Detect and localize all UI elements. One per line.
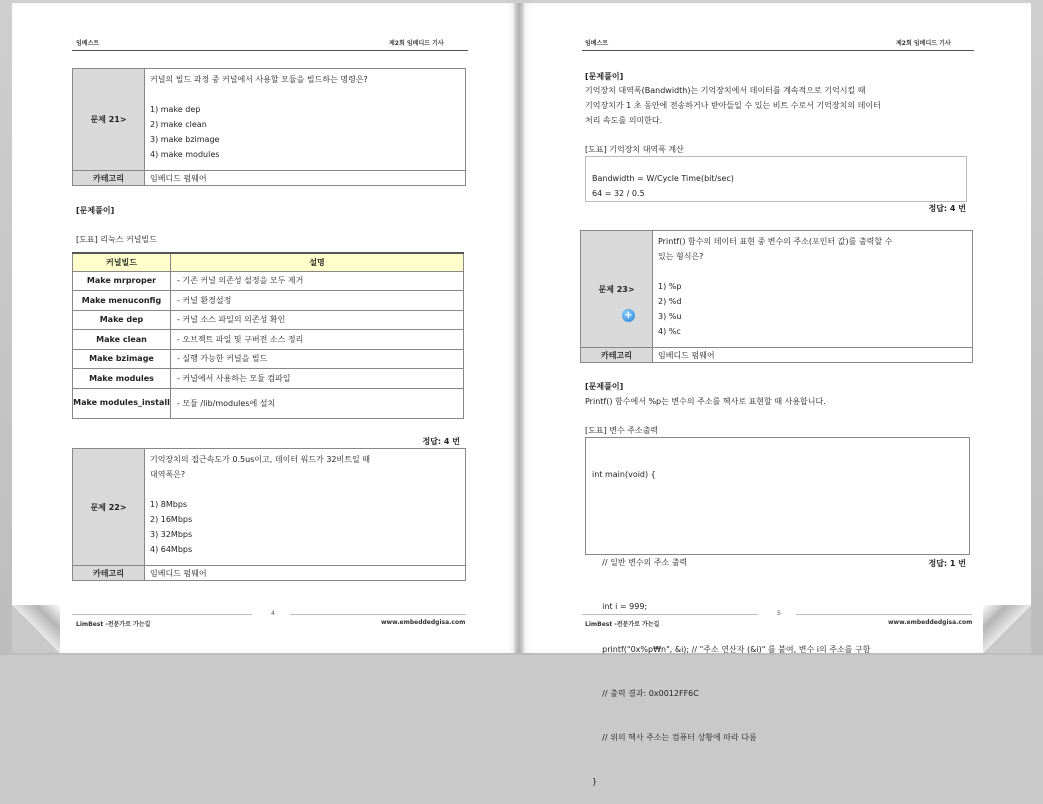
option: 4) %c [658,327,681,336]
category-value: 임베디드 펌웨어 [653,348,973,363]
footer-divider [72,614,252,615]
formula-caption: [도표] 기억장치 대역폭 계산 [585,145,684,154]
cell-value: - 모듈 /lib/modules에 설치 [171,388,464,418]
question-label [581,231,653,348]
question-label-text: 문제 23> [598,284,635,294]
table-row [73,271,464,291]
answer-22: 정답: 4 번 [928,204,966,213]
category-label: 카테고리 [73,171,145,186]
solution-line: 기억장치 대역폭(Bandwidth)는 기억장치에서 데이터를 계속적으로 기억시킬 때 [585,86,866,95]
category-value: 임베디드 펌웨어 [145,171,466,186]
code-line: // 위의 헥사 주소는 컴퓨터 상황에 따라 다름 [592,732,757,742]
footer-left-text: LimBest -전문가로 가는길 [76,621,151,628]
book-spine [514,3,524,653]
header-divider [72,50,468,51]
option: 1) make dep [150,105,201,114]
option: 2) make clean [150,120,207,129]
column-header: 설명 [171,253,464,271]
question-body [145,69,466,171]
code-line: int main(void) { [592,470,656,480]
column-header: 커널빌드 [73,253,171,271]
cell-key: Make bzimage [73,349,171,369]
option: 1) %p [658,282,682,291]
question-body [145,449,466,566]
cell-key: Make clean [73,330,171,350]
table-row [73,369,464,389]
table-row [73,310,464,330]
question-text: 있는 형식은? [658,252,704,261]
cell-key: Make dep [73,310,171,330]
code-caption: [도표] 변수 주소출력 [585,426,659,435]
formula-line: Bandwidth = W/Cycle Time(bit/sec) [592,174,734,183]
header-brand: 임베스트 [76,40,100,47]
question-label: 문제 21> [73,69,145,171]
table-caption: [도표] 리눅스 커널빌드 [76,235,157,244]
footer-right-text: www.embeddedgisa.com [381,619,466,626]
category-label: 카테고리 [581,348,653,363]
footer-right-text: www.embeddedgisa.com [888,619,973,626]
cell-value: - 커널 소스 파일의 의존성 확인 [171,310,464,330]
header-title: 제2회 임베디드 기사 [389,40,444,47]
solution-line: 처리 속도를 의미한다. [585,116,663,125]
category-value: 임베디드 펌웨어 [145,566,466,581]
code-line: // 일반 변수의 주소 출력 [592,557,688,567]
answer-23: 정답: 1 번 [928,559,966,568]
question-23-table [580,230,973,363]
option: 4) make modules [150,150,220,159]
option: 3) 32Mbps [150,530,193,539]
question-label: 문제 22> [73,449,145,566]
footer-left-text: LimBest -전문가로 가는길 [585,621,660,628]
footer-divider [290,614,466,615]
page-curl-next[interactable] [983,605,1031,653]
cell-key: Make menuconfig [73,291,171,311]
cell-key: Make modules_install [73,388,171,418]
cell-key: Make modules [73,369,171,389]
table-row [73,388,464,418]
question-text: 기억장치의 접근속도가 0.5us이고, 데이터 워드가 32비트일 때 [150,455,370,464]
code-line: printf("0x%p₩n", &i); // "주소 연산자 (&i)" 를 붙여, 변수 i의 주소를 구함 [592,645,871,655]
solution-heading: [문제풀이] [585,382,624,391]
question-text: 대역폭은? [150,470,186,479]
page-number: 5 [777,610,781,617]
page-curl-prev[interactable] [12,605,60,653]
formula-line: 64 = 32 / 0.5 [592,188,645,198]
code-line [592,512,963,527]
answer-21: 정답: 4 번 [422,437,460,446]
question-body [653,231,973,348]
footer-divider [582,614,758,615]
header-divider [582,50,974,51]
header-title: 제2회 임베디드 기사 [896,40,951,47]
code-line: } [592,776,598,786]
question-21-table [72,68,466,186]
option: 2) %d [658,297,682,306]
solution-line: Printf() 함수에서 %p는 변수의 주소를 헥사로 표현할 때 사용합니다. [585,397,826,406]
page-number: 4 [271,610,275,617]
question-text: 커널의 빌드 과정 중 커널에서 사용할 모듈을 빌드하는 명령은? [150,75,368,84]
cell-value: - 기존 커널 의존성 설정을 모두 제거 [171,271,464,291]
cell-key: Make mrproper [73,271,171,291]
kernel-build-table [72,252,464,419]
cell-value: - 오브젝트 파일 및 구버전 소스 정리 [171,330,464,350]
question-text: Printf() 함수의 데이터 표현 중 변수의 주소(포인터 값)를 출력할 수 [658,237,893,246]
cell-value: - 커널에서 사용하는 모듈 컴파일 [171,369,464,389]
cell-value: - 커널 환경설정 [171,291,464,311]
footer-divider [796,614,972,615]
plus-circle-icon[interactable]: + [622,309,635,322]
solution-heading: [문제풀이] [76,206,115,215]
option: 2) 16Mbps [150,515,193,524]
solution-heading: [문제풀이] [585,72,624,81]
header-brand: 임베스트 [585,40,609,47]
table-row [73,349,464,369]
solution-line: 기억장치가 1 초 동안에 전송하거나 받아들일 수 있는 비트 수로서 기억장치의 데이터 [585,101,881,110]
code-line: int i = 999; [592,601,648,611]
category-label: 카테고리 [73,566,145,581]
table-row [73,330,464,350]
option: 3) make bzimage [150,135,220,144]
question-22-table [72,448,466,581]
option: 3) %u [658,312,682,321]
code-line: // 출력 결과: 0x0012FF6C [592,689,699,699]
formula-box [585,156,967,202]
option: 4) 64Mbps [150,545,193,554]
cell-value: - 실행 가능한 커널을 빌드 [171,349,464,369]
table-row [73,291,464,311]
option: 1) 8Mbps [150,500,188,509]
